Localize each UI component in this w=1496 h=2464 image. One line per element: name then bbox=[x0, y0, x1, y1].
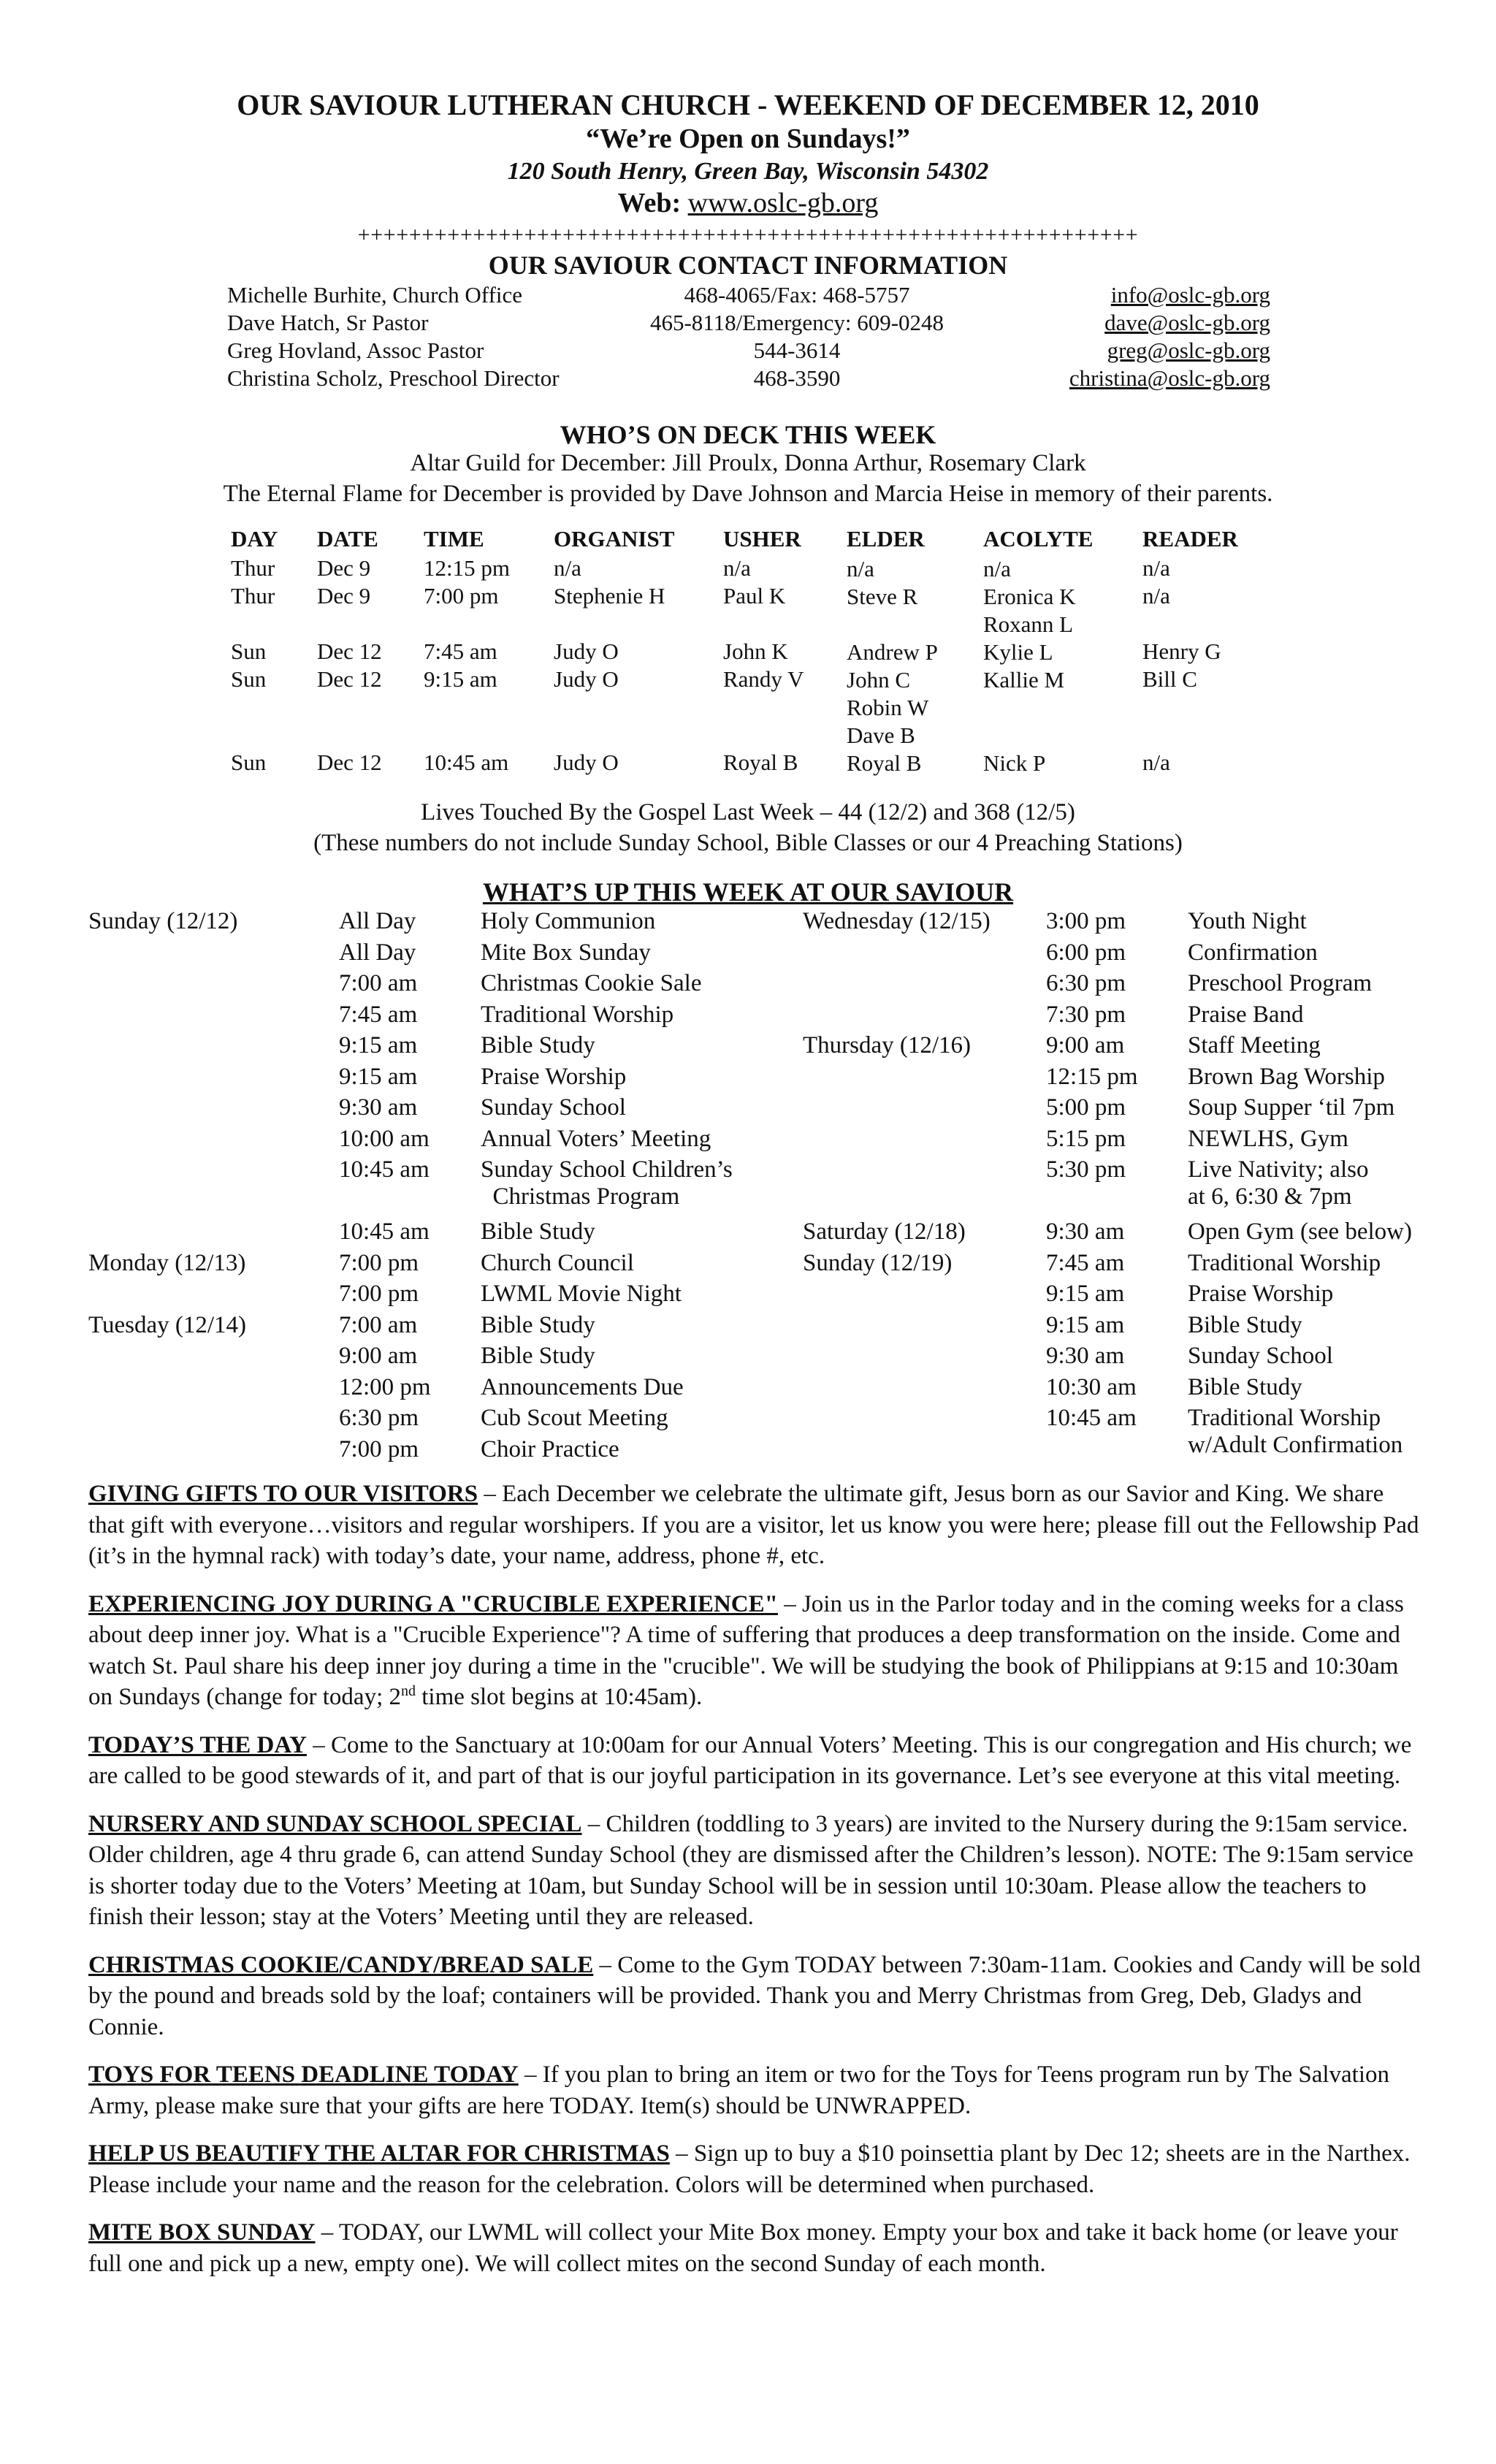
col-header-organist: ORGANIST bbox=[554, 526, 675, 552]
duty-row bbox=[231, 750, 1327, 777]
duty-day: Thur bbox=[231, 555, 275, 581]
website-link[interactable]: www.oslc-gb.org bbox=[687, 188, 879, 218]
event-line: Traditional Worship bbox=[481, 1001, 674, 1028]
duty-organist: Judy O bbox=[554, 638, 619, 664]
duty-organist: Judy O bbox=[554, 666, 619, 692]
notice-body: – Each December we celebrate the ultimate gift, Jesus born as our Savior and King. We share that gift with everyone…visitors and regular worshipers. If you are a visitor, let us know you were here; please fill out the Fellowship Pad (it’s in the hymnal rack) with today’s date, your name, address, phone #, etc. bbox=[88, 1481, 1419, 1569]
schedule-row bbox=[88, 1281, 782, 1312]
schedule-event bbox=[481, 1064, 626, 1091]
duty-acolyte bbox=[983, 638, 1053, 666]
duty-acolyte bbox=[983, 555, 1011, 583]
acolyte-name: Nick P bbox=[983, 750, 1046, 776]
duty-reader: n/a bbox=[1142, 750, 1170, 775]
notice-heading: EXPERIENCING JOY DURING A "CRUCIBLE EXPERIENCE" bbox=[88, 1590, 778, 1617]
event-line: Brown Bag Worship bbox=[1188, 1063, 1385, 1090]
web-label: Web: bbox=[617, 188, 682, 218]
schedule-event bbox=[481, 1094, 626, 1121]
contact-heading: OUR SAVIOUR CONTACT INFORMATION bbox=[488, 251, 1008, 280]
schedule-event bbox=[1188, 1218, 1412, 1246]
duty-acolyte bbox=[983, 750, 1045, 777]
duty-organist: Stephenie H bbox=[554, 583, 665, 609]
schedule-row bbox=[803, 1156, 1460, 1218]
duty-reader: Henry G bbox=[1142, 638, 1221, 664]
event-line: Christmas Program bbox=[481, 1183, 680, 1210]
schedule-heading: WHAT’S UP THIS WEEK AT OUR SAVIOUR bbox=[482, 877, 1014, 907]
event-line: Staff Meeting bbox=[1188, 1032, 1321, 1059]
schedule-row bbox=[88, 1218, 782, 1250]
schedule-row bbox=[803, 970, 1460, 1002]
schedule-event bbox=[1188, 1002, 1304, 1029]
schedule-event bbox=[1188, 1126, 1348, 1153]
contact-phone: 468-4065/Fax: 468-5757 bbox=[684, 282, 910, 308]
notice-paragraph bbox=[88, 2217, 1425, 2279]
duty-date: Dec 12 bbox=[317, 638, 382, 664]
schedule-event bbox=[481, 1032, 595, 1059]
elder-name: John C bbox=[847, 667, 910, 693]
schedule-row bbox=[803, 1002, 1460, 1033]
schedule-left-column bbox=[88, 908, 782, 1467]
on-deck-heading: WHO’S ON DECK THIS WEEK bbox=[560, 420, 936, 449]
event-line: Bible Study bbox=[481, 1343, 595, 1369]
notice-heading: MITE BOX SUNDAY bbox=[88, 2219, 316, 2246]
schedule-time: 7:45 am bbox=[1046, 1249, 1125, 1276]
schedule-row bbox=[803, 1374, 1460, 1405]
event-line: Live Nativity; also bbox=[1188, 1156, 1369, 1183]
event-line: w/Adult Confirmation bbox=[1188, 1432, 1403, 1458]
duty-day: Sun bbox=[231, 638, 267, 664]
duty-time: 7:00 pm bbox=[424, 583, 499, 609]
schedule-event bbox=[1188, 970, 1372, 997]
col-header-elder: ELDER bbox=[847, 526, 925, 552]
notice-body: – If you plan to bring an item or two for the Toys for Teens program run by The Salvation Army, please make sure that your gifts are here TODAY. Item(s) should be UNWRAPPED. bbox=[88, 2061, 1390, 2119]
duty-acolyte bbox=[983, 583, 1076, 638]
schedule-event bbox=[1188, 1343, 1333, 1370]
schedule-row bbox=[803, 1343, 1460, 1374]
notice-body: – TODAY, our LWML will collect your Mite Box money. Empty your box and take it back home (or leave your full one and pick up a new, empty one). We will collect mites on the second Sunday of each month. bbox=[88, 2219, 1398, 2277]
schedule-day: Monday (12/13) bbox=[88, 1249, 246, 1276]
schedule-time: 9:00 am bbox=[1046, 1032, 1125, 1059]
contact-email[interactable]: info@oslc-gb.org bbox=[1110, 282, 1270, 308]
event-line: Youth Night bbox=[1188, 908, 1307, 934]
duty-time: 9:15 am bbox=[424, 666, 497, 692]
elder-name: Andrew P bbox=[847, 639, 938, 665]
schedule-time: 7:00 am bbox=[339, 970, 418, 996]
schedule-event bbox=[1188, 1064, 1385, 1091]
schedule-time: 9:15 am bbox=[339, 1063, 418, 1090]
contact-name: Dave Hatch, Sr Pastor bbox=[227, 310, 429, 335]
notice-paragraph bbox=[88, 1730, 1425, 1792]
duty-day: Thur bbox=[231, 583, 275, 609]
schedule-event bbox=[1188, 1156, 1368, 1210]
duty-elder bbox=[847, 750, 921, 777]
duty-reader: n/a bbox=[1142, 555, 1170, 581]
duty-roster-table bbox=[231, 526, 1327, 777]
elder-name: Robin W bbox=[847, 695, 929, 720]
duty-header-row bbox=[231, 526, 1327, 555]
schedule-row bbox=[88, 939, 782, 971]
schedule-row bbox=[803, 1032, 1460, 1064]
contact-name: Christina Scholz, Preschool Director bbox=[227, 365, 560, 391]
schedule-event bbox=[1188, 1374, 1302, 1401]
schedule-day: Wednesday (12/15) bbox=[803, 908, 991, 934]
col-header-date: DATE bbox=[317, 526, 378, 552]
event-line: Choir Practice bbox=[481, 1435, 619, 1462]
event-line: Soup Supper ‘til 7pm bbox=[1188, 1094, 1395, 1121]
notice-paragraph bbox=[88, 1589, 1425, 1713]
schedule-row bbox=[88, 1064, 782, 1095]
elder-name: n/a bbox=[847, 556, 874, 581]
event-line: Mite Box Sunday bbox=[481, 939, 651, 966]
schedule-time: 9:00 am bbox=[339, 1343, 418, 1369]
schedule-event bbox=[1188, 1032, 1321, 1059]
duty-day: Sun bbox=[231, 750, 267, 775]
event-line: Announcements Due bbox=[481, 1373, 684, 1400]
schedule-time: 10:45 am bbox=[1046, 1405, 1137, 1431]
ordinal-suffix: nd bbox=[401, 1683, 416, 1699]
schedule-day: Saturday (12/18) bbox=[803, 1218, 966, 1245]
notice-heading: HELP US BEAUTIFY THE ALTAR FOR CHRISTMAS bbox=[88, 2140, 670, 2167]
schedule-row bbox=[803, 1405, 1460, 1467]
notice-paragraph bbox=[88, 1950, 1425, 2043]
schedule-row bbox=[88, 1405, 782, 1436]
schedule-row bbox=[803, 939, 1460, 971]
duty-time: 7:45 am bbox=[424, 638, 497, 664]
event-line: Sunday School bbox=[481, 1094, 626, 1121]
contact-name: Greg Hovland, Assoc Pastor bbox=[227, 337, 484, 363]
schedule-time: 5:30 pm bbox=[1046, 1156, 1126, 1183]
event-line: Bible Study bbox=[1188, 1311, 1302, 1338]
notice-heading: CHRISTMAS COOKIE/CANDY/BREAD SALE bbox=[88, 1951, 594, 1978]
notice-body: – Come to the Sanctuary at 10:00am for our Annual Voters’ Meeting. This is our congregation and His church; we are called to be good stewards of it, and part of that is our joyful participation in its governance. Let’s see everyone at this vital meeting. bbox=[88, 1731, 1412, 1789]
schedule-time: 7:00 pm bbox=[339, 1281, 419, 1307]
schedule-day: Sunday (12/12) bbox=[88, 908, 238, 934]
schedule-event bbox=[481, 1156, 733, 1210]
schedule-time: 6:30 pm bbox=[339, 1405, 419, 1431]
schedule-row bbox=[803, 1281, 1460, 1312]
event-line: Traditional Worship bbox=[1188, 1405, 1381, 1431]
schedule-row bbox=[88, 1032, 782, 1064]
duty-time: 12:15 pm bbox=[424, 555, 510, 581]
duty-reader: n/a bbox=[1142, 583, 1170, 609]
schedule-event bbox=[481, 1374, 684, 1401]
event-line: Bible Study bbox=[481, 1311, 595, 1338]
event-line: Sunday School Children’s bbox=[481, 1156, 733, 1183]
elder-name: Steve R bbox=[847, 584, 918, 609]
duty-organist: n/a bbox=[554, 555, 581, 581]
schedule-time: 7:30 pm bbox=[1046, 1001, 1126, 1028]
acolyte-name: Kallie M bbox=[983, 667, 1065, 693]
schedule-row bbox=[88, 1156, 782, 1218]
schedule-row bbox=[88, 1312, 782, 1343]
schedule-event bbox=[1188, 1250, 1381, 1277]
schedule-row bbox=[88, 1436, 782, 1468]
schedule-event bbox=[1188, 1094, 1394, 1121]
schedule-event bbox=[481, 1126, 711, 1153]
event-line: Confirmation bbox=[1188, 939, 1318, 966]
notice-paragraph bbox=[88, 2138, 1425, 2200]
schedule-right-column bbox=[803, 908, 1460, 1467]
notice-body: – Sign up to buy a $10 poinsettia plant by Dec 12; sheets are in the Narthex. Please include your name and the reason for the celebration. Colors will be determined when purchased. bbox=[88, 2140, 1411, 2198]
duty-reader: Bill C bbox=[1142, 666, 1197, 692]
contact-row bbox=[227, 365, 1270, 393]
event-line: Praise Worship bbox=[481, 1063, 627, 1090]
event-line: Preschool Program bbox=[1188, 970, 1373, 996]
schedule-day: Sunday (12/19) bbox=[803, 1249, 953, 1276]
contact-row bbox=[227, 282, 1270, 310]
event-line: Sunday School bbox=[1188, 1343, 1333, 1369]
event-line: Bible Study bbox=[481, 1032, 595, 1059]
duty-usher: n/a bbox=[723, 555, 751, 581]
schedule-event bbox=[481, 1405, 668, 1432]
schedule-row bbox=[803, 1126, 1460, 1157]
slogan: “We’re Open on Sundays!” bbox=[586, 123, 910, 154]
schedule-row bbox=[88, 1094, 782, 1126]
schedule-time: 10:45 am bbox=[339, 1218, 430, 1245]
notice-paragraph bbox=[88, 2059, 1425, 2121]
notice-paragraph bbox=[88, 1479, 1425, 1572]
acolyte-name: n/a bbox=[983, 556, 1011, 581]
schedule-event bbox=[1188, 908, 1307, 935]
schedule-event bbox=[481, 908, 655, 935]
schedule-row bbox=[803, 1312, 1460, 1343]
schedule-event bbox=[481, 1250, 634, 1277]
schedule-time: 7:00 pm bbox=[339, 1249, 419, 1276]
schedule-day: Tuesday (12/14) bbox=[88, 1311, 247, 1338]
schedule-row bbox=[803, 1250, 1460, 1281]
schedule-row bbox=[803, 1218, 1460, 1250]
duty-date: Dec 9 bbox=[317, 555, 371, 581]
duty-day: Sun bbox=[231, 666, 267, 692]
schedule-event bbox=[481, 1343, 595, 1370]
elder-name: Dave B bbox=[847, 722, 915, 748]
notice-body: – Children (toddling to 3 years) are invited to the Nursery during the 9:15am service. Older children, age 4 thru grade 6, can attend Sunday School (they are dismissed after the Children’s lesson). NOTE: The 9:15am service is shorter today due to the Voters’ Meeting at 10am, but Sunday School will be in session until 10:30am. Please allow the teachers to finish their lesson; stay at the Voters’ Meeting until they are released. bbox=[88, 1810, 1413, 1930]
notice-body-continued: time slot begins at 10:45am). bbox=[416, 1684, 703, 1710]
schedule-event bbox=[481, 1312, 595, 1339]
duty-elder bbox=[847, 555, 874, 583]
schedule-row bbox=[88, 1374, 782, 1405]
schedule-time: 3:00 pm bbox=[1046, 908, 1126, 934]
schedule-time: All Day bbox=[339, 908, 416, 934]
event-line: Bible Study bbox=[481, 1218, 595, 1245]
lives-touched-note: (These numbers do not include Sunday School, Bible Classes or our 4 Preaching Stations) bbox=[313, 830, 1183, 856]
event-line: Annual Voters’ Meeting bbox=[481, 1125, 711, 1152]
schedule-event bbox=[481, 1002, 673, 1029]
duty-time: 10:45 am bbox=[424, 750, 509, 775]
schedule-time: 7:00 am bbox=[339, 1311, 418, 1338]
schedule-event bbox=[481, 1281, 682, 1308]
contact-row bbox=[227, 337, 1270, 365]
schedule-row bbox=[88, 1343, 782, 1374]
contact-email[interactable]: christina@oslc-gb.org bbox=[1069, 365, 1270, 391]
contact-email[interactable]: greg@oslc-gb.org bbox=[1107, 337, 1270, 363]
col-header-usher: USHER bbox=[723, 526, 801, 552]
schedule-row bbox=[88, 1250, 782, 1281]
event-line: Traditional Worship bbox=[1188, 1249, 1381, 1276]
duty-usher: John K bbox=[723, 638, 788, 664]
duty-date: Dec 12 bbox=[317, 750, 382, 775]
schedule-time: 9:30 am bbox=[1046, 1343, 1125, 1369]
schedule-event bbox=[481, 939, 651, 966]
schedule-event bbox=[1188, 1281, 1333, 1308]
col-header-reader: READER bbox=[1142, 526, 1238, 552]
altar-guild-line: Altar Guild for December: Jill Proulx, Donna Arthur, Rosemary Clark bbox=[410, 450, 1086, 476]
schedule-time: 5:15 pm bbox=[1046, 1125, 1126, 1152]
duty-elder bbox=[847, 666, 928, 750]
contact-phone: 468-3590 bbox=[753, 365, 841, 391]
schedule-time: All Day bbox=[339, 939, 416, 966]
schedule-event bbox=[481, 1218, 595, 1246]
duty-row bbox=[231, 555, 1327, 583]
schedule-time: 10:00 am bbox=[339, 1125, 430, 1152]
schedule-event bbox=[1188, 1405, 1402, 1459]
schedule-event bbox=[481, 1436, 619, 1463]
acolyte-name: Roxann L bbox=[983, 611, 1074, 637]
duty-date: Dec 12 bbox=[317, 666, 382, 692]
schedule-day: Thursday (12/16) bbox=[803, 1032, 972, 1059]
col-header-time: TIME bbox=[424, 526, 484, 552]
schedule-time: 12:15 pm bbox=[1046, 1063, 1138, 1090]
contact-row bbox=[227, 310, 1270, 337]
plus-divider: +++++++++++++++++++++++++++++++++++++++++++++++++++++++++++++ bbox=[357, 223, 1139, 247]
elder-name: Royal B bbox=[847, 750, 922, 776]
col-header-day: DAY bbox=[231, 526, 278, 552]
event-line: Open Gym (see below) bbox=[1188, 1218, 1412, 1245]
lives-touched-line: Lives Touched By the Gospel Last Week – 44 (12/2) and 368 (12/5) bbox=[421, 799, 1075, 825]
notice-paragraph bbox=[88, 1809, 1425, 1933]
acolyte-name: Eronica K bbox=[983, 584, 1076, 609]
acolyte-name: Kylie L bbox=[983, 639, 1053, 665]
contact-phone: 544-3614 bbox=[753, 337, 841, 363]
duty-elder bbox=[847, 583, 917, 611]
schedule-time: 6:00 pm bbox=[1046, 939, 1126, 966]
schedule-row bbox=[88, 1002, 782, 1033]
event-line: at 6, 6:30 & 7pm bbox=[1188, 1183, 1352, 1210]
notice-body: – Join us in the Parlor today and in the coming weeks for a class about deep inner joy. What is a "Crucible Experience"? A time of suffering that produces a deep transformation on the inside. Come and watch St. Paul share his deep inner joy during a time in the "crucible". We will be studying the book of Philippians at 9:15 and 10:30am on Sundays (change for today; 2 bbox=[88, 1590, 1404, 1710]
schedule-time: 7:45 am bbox=[339, 1001, 418, 1028]
schedule-row bbox=[803, 908, 1460, 939]
notice-heading: GIVING GIFTS TO OUR VISITORS bbox=[88, 1481, 478, 1507]
contact-email[interactable]: dave@oslc-gb.org bbox=[1104, 310, 1270, 335]
schedule-time: 6:30 pm bbox=[1046, 970, 1126, 996]
event-line: Christmas Cookie Sale bbox=[481, 970, 702, 996]
schedule-row bbox=[88, 908, 782, 939]
bulletin-title: OUR SAVIOUR LUTHERAN CHURCH - WEEKEND OF DECEMBER 12, 2010 bbox=[237, 88, 1259, 121]
church-address: 120 South Henry, Green Bay, Wisconsin 54302 bbox=[507, 158, 989, 185]
contact-name: Michelle Burhite, Church Office bbox=[227, 282, 523, 308]
notice-heading: TOYS FOR TEENS DEADLINE TODAY bbox=[88, 2061, 519, 2088]
event-line: Church Council bbox=[481, 1249, 634, 1276]
announcements bbox=[88, 1479, 1425, 2296]
duty-organist: Judy O bbox=[554, 750, 619, 775]
duty-row bbox=[231, 638, 1327, 666]
duty-row bbox=[231, 583, 1327, 638]
notice-heading: NURSERY AND SUNDAY SCHOOL SPECIAL bbox=[88, 1810, 582, 1837]
schedule-time: 7:00 pm bbox=[339, 1435, 419, 1462]
schedule-time: 12:00 pm bbox=[339, 1373, 431, 1400]
schedule-time: 9:30 am bbox=[339, 1094, 418, 1121]
notice-body: – Come to the Gym TODAY between 7:30am-11am. Cookies and Candy will be sold by the pound and breads sold by the loaf; containers will be provided. Thank you and Merry Christmas from Greg, Deb, Gladys and Connie. bbox=[88, 1951, 1421, 2040]
duty-date: Dec 9 bbox=[317, 583, 371, 609]
schedule-time: 9:30 am bbox=[1046, 1218, 1125, 1245]
event-line: LWML Movie Night bbox=[481, 1281, 682, 1307]
event-line: NEWLHS, Gym bbox=[1188, 1125, 1348, 1152]
schedule-time: 9:15 am bbox=[1046, 1311, 1125, 1338]
website-line bbox=[0, 187, 1496, 219]
schedule-event bbox=[1188, 1312, 1302, 1339]
duty-row bbox=[231, 666, 1327, 750]
schedule-time: 9:15 am bbox=[1046, 1281, 1125, 1307]
contact-phone: 465-8118/Emergency: 609-0248 bbox=[649, 310, 944, 335]
schedule-row bbox=[88, 970, 782, 1002]
schedule-time: 5:00 pm bbox=[1046, 1094, 1126, 1121]
schedule-row bbox=[803, 1064, 1460, 1095]
notice-heading: TODAY’S THE DAY bbox=[88, 1731, 307, 1758]
schedule-time: 10:45 am bbox=[339, 1156, 430, 1183]
contact-list bbox=[227, 282, 1270, 393]
event-line: Cub Scout Meeting bbox=[481, 1405, 668, 1431]
event-line: Bible Study bbox=[1188, 1373, 1302, 1400]
duty-usher: Royal B bbox=[723, 750, 798, 775]
schedule-row bbox=[88, 1126, 782, 1157]
schedule-event bbox=[481, 970, 701, 997]
schedule-time: 10:30 am bbox=[1046, 1373, 1137, 1400]
duty-usher: Paul K bbox=[723, 583, 786, 609]
schedule-time: 9:15 am bbox=[339, 1032, 418, 1059]
duty-elder bbox=[847, 638, 938, 666]
event-line: Holy Communion bbox=[481, 908, 656, 934]
col-header-acolyte: ACOLYTE bbox=[983, 526, 1094, 552]
duty-usher: Randy V bbox=[723, 666, 804, 692]
schedule-event bbox=[1188, 939, 1318, 966]
schedule-row bbox=[803, 1094, 1460, 1126]
eternal-flame-line: The Eternal Flame for December is provided by Dave Johnson and Marcia Heise in memory of their parents. bbox=[223, 481, 1273, 507]
event-line: Praise Worship bbox=[1188, 1281, 1334, 1307]
duty-acolyte bbox=[983, 666, 1064, 694]
event-line: Praise Band bbox=[1188, 1001, 1304, 1028]
